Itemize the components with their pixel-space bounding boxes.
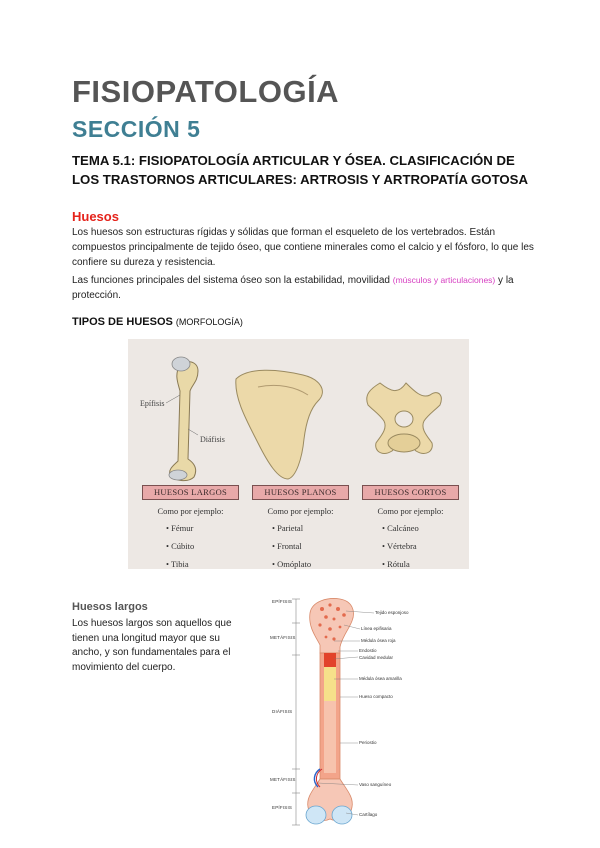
examples-short <box>382 523 419 577</box>
example-title-flat: Como por ejemplo: <box>267 506 334 516</box>
structure-label: Médula ósea roja <box>361 638 396 643</box>
example-item: • Fémur <box>166 523 194 541</box>
functions-note: (músculos y articulaciones) <box>392 275 496 285</box>
huesos-paragraph-2 <box>72 273 542 303</box>
region-label: DIÁFISIS <box>272 709 293 714</box>
example-title-long: Como por ejemplo: <box>157 506 224 516</box>
femur-illustration <box>166 357 198 481</box>
vertebra-illustration <box>367 383 442 453</box>
structure-label: Vaso sanguíneo <box>359 782 392 787</box>
category-long: HUESOS LARGOS <box>142 485 239 500</box>
example-item: • Tibia <box>166 559 194 577</box>
example-item: • Vértebra <box>382 541 419 559</box>
structure-label: Médula ósea amarilla <box>359 676 402 681</box>
structure-label: Tejido esponjoso <box>375 610 409 615</box>
category-flat: HUESOS PLANOS <box>252 485 349 500</box>
examples-flat <box>272 523 311 577</box>
diafisis-label: Diáfisis <box>200 435 225 444</box>
category-short: HUESOS CORTOS <box>362 485 459 500</box>
bone-types-figure <box>128 339 469 569</box>
region-label: METÁFISIS <box>270 635 296 640</box>
region-label: EPÍFISIS <box>272 805 293 810</box>
example-item: • Calcáneo <box>382 523 419 541</box>
structure-label: Hueso compacto <box>359 694 393 699</box>
example-item: • Cúbito <box>166 541 194 559</box>
example-title-short: Como por ejemplo: <box>377 506 444 516</box>
region-label: EPÍFISIS <box>272 599 293 604</box>
topic-heading: TEMA 5.1: FISIOPATOLOGÍA ARTICULAR Y ÓSEA. CLASIFICACIÓN DE LOS TRASTORNOS ARTICULARES: ARTROSIS Y ARTROPATÍA GOTOSA <box>72 153 528 187</box>
scapula-illustration <box>236 370 323 479</box>
structure-label: Línea epifisaria <box>361 626 392 631</box>
huesos-largos-heading: Huesos largos <box>72 601 148 613</box>
huesos-paragraph-1: Los huesos son estructuras rígidas y sólidas que forman el esqueleto de los vertebrados. Están compuestos principalmente de tejido óseo, que contiene minerales como el calcio y el fósforo, lo que les confiere su dureza y resistencia. <box>72 227 534 268</box>
epifisis-label: Epífisis <box>140 399 165 408</box>
tipos-heading <box>72 316 243 328</box>
tipos-heading-note: (MORFOLOGÍA) <box>175 317 243 327</box>
example-item: • Frontal <box>272 541 311 559</box>
structure-label: Endostio <box>359 648 377 653</box>
example-item: • Rótula <box>382 559 419 577</box>
functions-text-end: y la protección. <box>72 275 514 301</box>
example-item: • Omóplato <box>272 559 311 577</box>
example-item: • Parietal <box>272 523 311 541</box>
region-label: METÁFISIS <box>270 777 296 782</box>
long-bone-anatomy-figure <box>262 593 432 833</box>
huesos-largos-text: Los huesos largos son aquellos que tienen una longitud mayor que su ancho, y son fundamentales para el movimiento del cuerpo. <box>72 618 232 673</box>
examples-long <box>166 523 194 577</box>
huesos-heading: Huesos <box>72 209 119 224</box>
structure-label: Periostio <box>359 740 377 745</box>
bone-illustrations <box>128 339 469 484</box>
tipos-heading-text: TIPOS DE HUESOS <box>72 316 173 328</box>
structure-label: Cartílago <box>359 812 378 817</box>
document-title: FISIOPATOLOGÍA <box>72 74 340 109</box>
functions-text: Las funciones principales del sistema óseo son la estabilidad, movilidad <box>72 275 393 286</box>
section-title: SECCIÓN 5 <box>72 116 201 142</box>
structure-label: Cavidad medular <box>359 655 394 660</box>
